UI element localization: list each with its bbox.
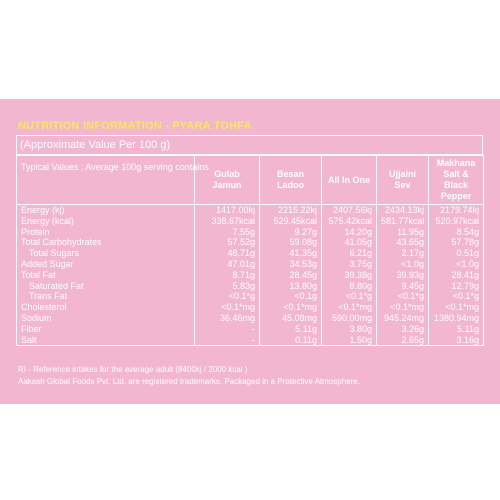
nutrient-value: 581.77kcal — [377, 216, 429, 227]
nutrient-value: 43.65g — [377, 237, 429, 248]
table-row — [17, 270, 484, 281]
nutrient-value: 2434.13kj — [377, 205, 429, 216]
nutrient-label: Salt — [17, 335, 195, 346]
nutrient-label: Protein — [17, 227, 195, 238]
nutrient-value: 520.97kcal — [429, 216, 484, 227]
nutrient-value: <0.1*g — [195, 291, 260, 302]
trademark-note: Aakash Global Foods Pvt. Ltd. are registered trademarks. Packaged in a Protective Atmosphere. — [18, 377, 360, 386]
nutrient-value: 47.01g — [195, 259, 260, 270]
nutrition-table — [16, 155, 484, 346]
nutrient-value: 590.00mg — [322, 313, 377, 324]
nutrient-value: 14.20g — [322, 227, 377, 238]
nutrition-title: NUTRITION INFORMATION - PYARA TOHFA — [18, 120, 252, 132]
nutrient-value: 5.83g — [195, 281, 260, 292]
nutrient-value: 2215.22kj — [260, 205, 322, 216]
nutrient-value: 3.16g — [429, 335, 484, 346]
nutrient-value: 45.08mg — [260, 313, 322, 324]
nutrient-value: 945.24mg — [377, 313, 429, 324]
nutrient-value: 1.50g — [322, 335, 377, 346]
nutrient-value: 13.80g — [260, 281, 322, 292]
nutrient-value: <0.1g — [260, 291, 322, 302]
nutrient-value: 338.67kcal — [195, 216, 260, 227]
nutrient-value: 529.45kcal — [260, 216, 322, 227]
nutrient-value: 0.11g — [260, 335, 322, 346]
nutrient-value: 7.55g — [195, 227, 260, 238]
nutrient-value: 2179.74kj — [429, 205, 484, 216]
table-row — [17, 248, 484, 259]
product-header: Ujjaini Sev — [377, 156, 429, 205]
table-row — [17, 324, 484, 335]
nutrient-value: - — [195, 324, 260, 335]
nutrient-value: <0.1*g — [322, 291, 377, 302]
nutrient-label: Sodium — [17, 313, 195, 324]
nutrient-value: <0.1*mg — [260, 302, 322, 313]
table-row — [17, 205, 484, 216]
nutrient-value: 39.93g — [377, 270, 429, 281]
nutrient-value: 2.65g — [377, 335, 429, 346]
table-row — [17, 335, 484, 346]
nutrient-label: Added Sugar — [17, 259, 195, 270]
nutrient-value: 59.08g — [260, 237, 322, 248]
nutrient-value: 5.11g — [260, 324, 322, 335]
nutrient-value: 3.80g — [322, 324, 377, 335]
nutrient-value: <0.1*mg — [377, 302, 429, 313]
nutrient-value: 41.05g — [322, 237, 377, 248]
nutrient-value: - — [195, 335, 260, 346]
nutrient-label: Total Sugars — [17, 248, 195, 259]
table-row — [17, 216, 484, 227]
nutrient-value: 3.26g — [377, 324, 429, 335]
nutrient-value: <0.1*mg — [322, 302, 377, 313]
nutrient-label: Cholesterol — [17, 302, 195, 313]
nutrient-label: Total Carbohydrates — [17, 237, 195, 248]
nutrient-value: 1380.94mg — [429, 313, 484, 324]
nutrient-value: 41.35g — [260, 248, 322, 259]
reference-intake-note: RI - Reference intakes for the average adult (8400kj / 2000 kcal ) — [18, 365, 248, 374]
nutrient-value: 8.71g — [195, 270, 260, 281]
table-row — [17, 237, 484, 248]
nutrient-value: 8.80g — [322, 281, 377, 292]
nutrient-value: 9.45g — [377, 281, 429, 292]
nutrient-value: <0.1*g — [377, 291, 429, 302]
table-header-row — [17, 156, 484, 205]
serving-subtitle: (Approximate Value Per 100 g) — [20, 139, 171, 151]
product-header: Gulab Jamun — [195, 156, 260, 205]
nutrient-value: <1.0g — [377, 259, 429, 270]
table-row — [17, 259, 484, 270]
nutrient-value: 11.95g — [377, 227, 429, 238]
nutrient-value: 2.17g — [377, 248, 429, 259]
nutrient-value: 12.79g — [429, 281, 484, 292]
nutrient-value: 39.38g — [322, 270, 377, 281]
nutrient-label: Trans Fat — [17, 291, 195, 302]
nutrient-value: 575.42kcal — [322, 216, 377, 227]
nutrient-value: 57.52g — [195, 237, 260, 248]
nutrient-label: Saturated Fat — [17, 281, 195, 292]
table-row — [17, 302, 484, 313]
nutrient-value: 3.75g — [322, 259, 377, 270]
nutrient-value: 28.45g — [260, 270, 322, 281]
nutrient-value: 6.21g — [322, 248, 377, 259]
nutrient-label: Energy (kj) — [17, 205, 195, 216]
product-header: Makhana Salt & Black Pepper — [429, 156, 484, 205]
nutrient-value: 36.46mg — [195, 313, 260, 324]
table-row — [17, 313, 484, 324]
nutrient-label: Energy (kcal) — [17, 216, 195, 227]
table-row — [17, 281, 484, 292]
nutrient-value: 48.71g — [195, 248, 260, 259]
nutrient-value: 9.27g — [260, 227, 322, 238]
nutrient-value: 2407.56kj — [322, 205, 377, 216]
nutrient-label: Fiber — [17, 324, 195, 335]
nutrient-label: Total Fat — [17, 270, 195, 281]
table-row — [17, 227, 484, 238]
nutrient-value: 8.54g — [429, 227, 484, 238]
product-header: All In One — [322, 156, 377, 205]
nutrient-value: <0.1*mg — [195, 302, 260, 313]
nutrient-value: 34.53g — [260, 259, 322, 270]
nutrient-value: <0.1*mg — [429, 302, 484, 313]
nutrient-value: <0.1*g — [429, 291, 484, 302]
product-header: Besan Ladoo — [260, 156, 322, 205]
nutrient-value: <1.0g — [429, 259, 484, 270]
nutrient-value: 0.51g — [429, 248, 484, 259]
nutrient-value: 28.41g — [429, 270, 484, 281]
nutrient-value: 57.78g — [429, 237, 484, 248]
nutrient-value: 5.11g — [429, 324, 484, 335]
corner-label: Typical Values : Average 100g serving contains — [17, 156, 195, 205]
table-row — [17, 291, 484, 302]
nutrient-value: 1417.00kj — [195, 205, 260, 216]
